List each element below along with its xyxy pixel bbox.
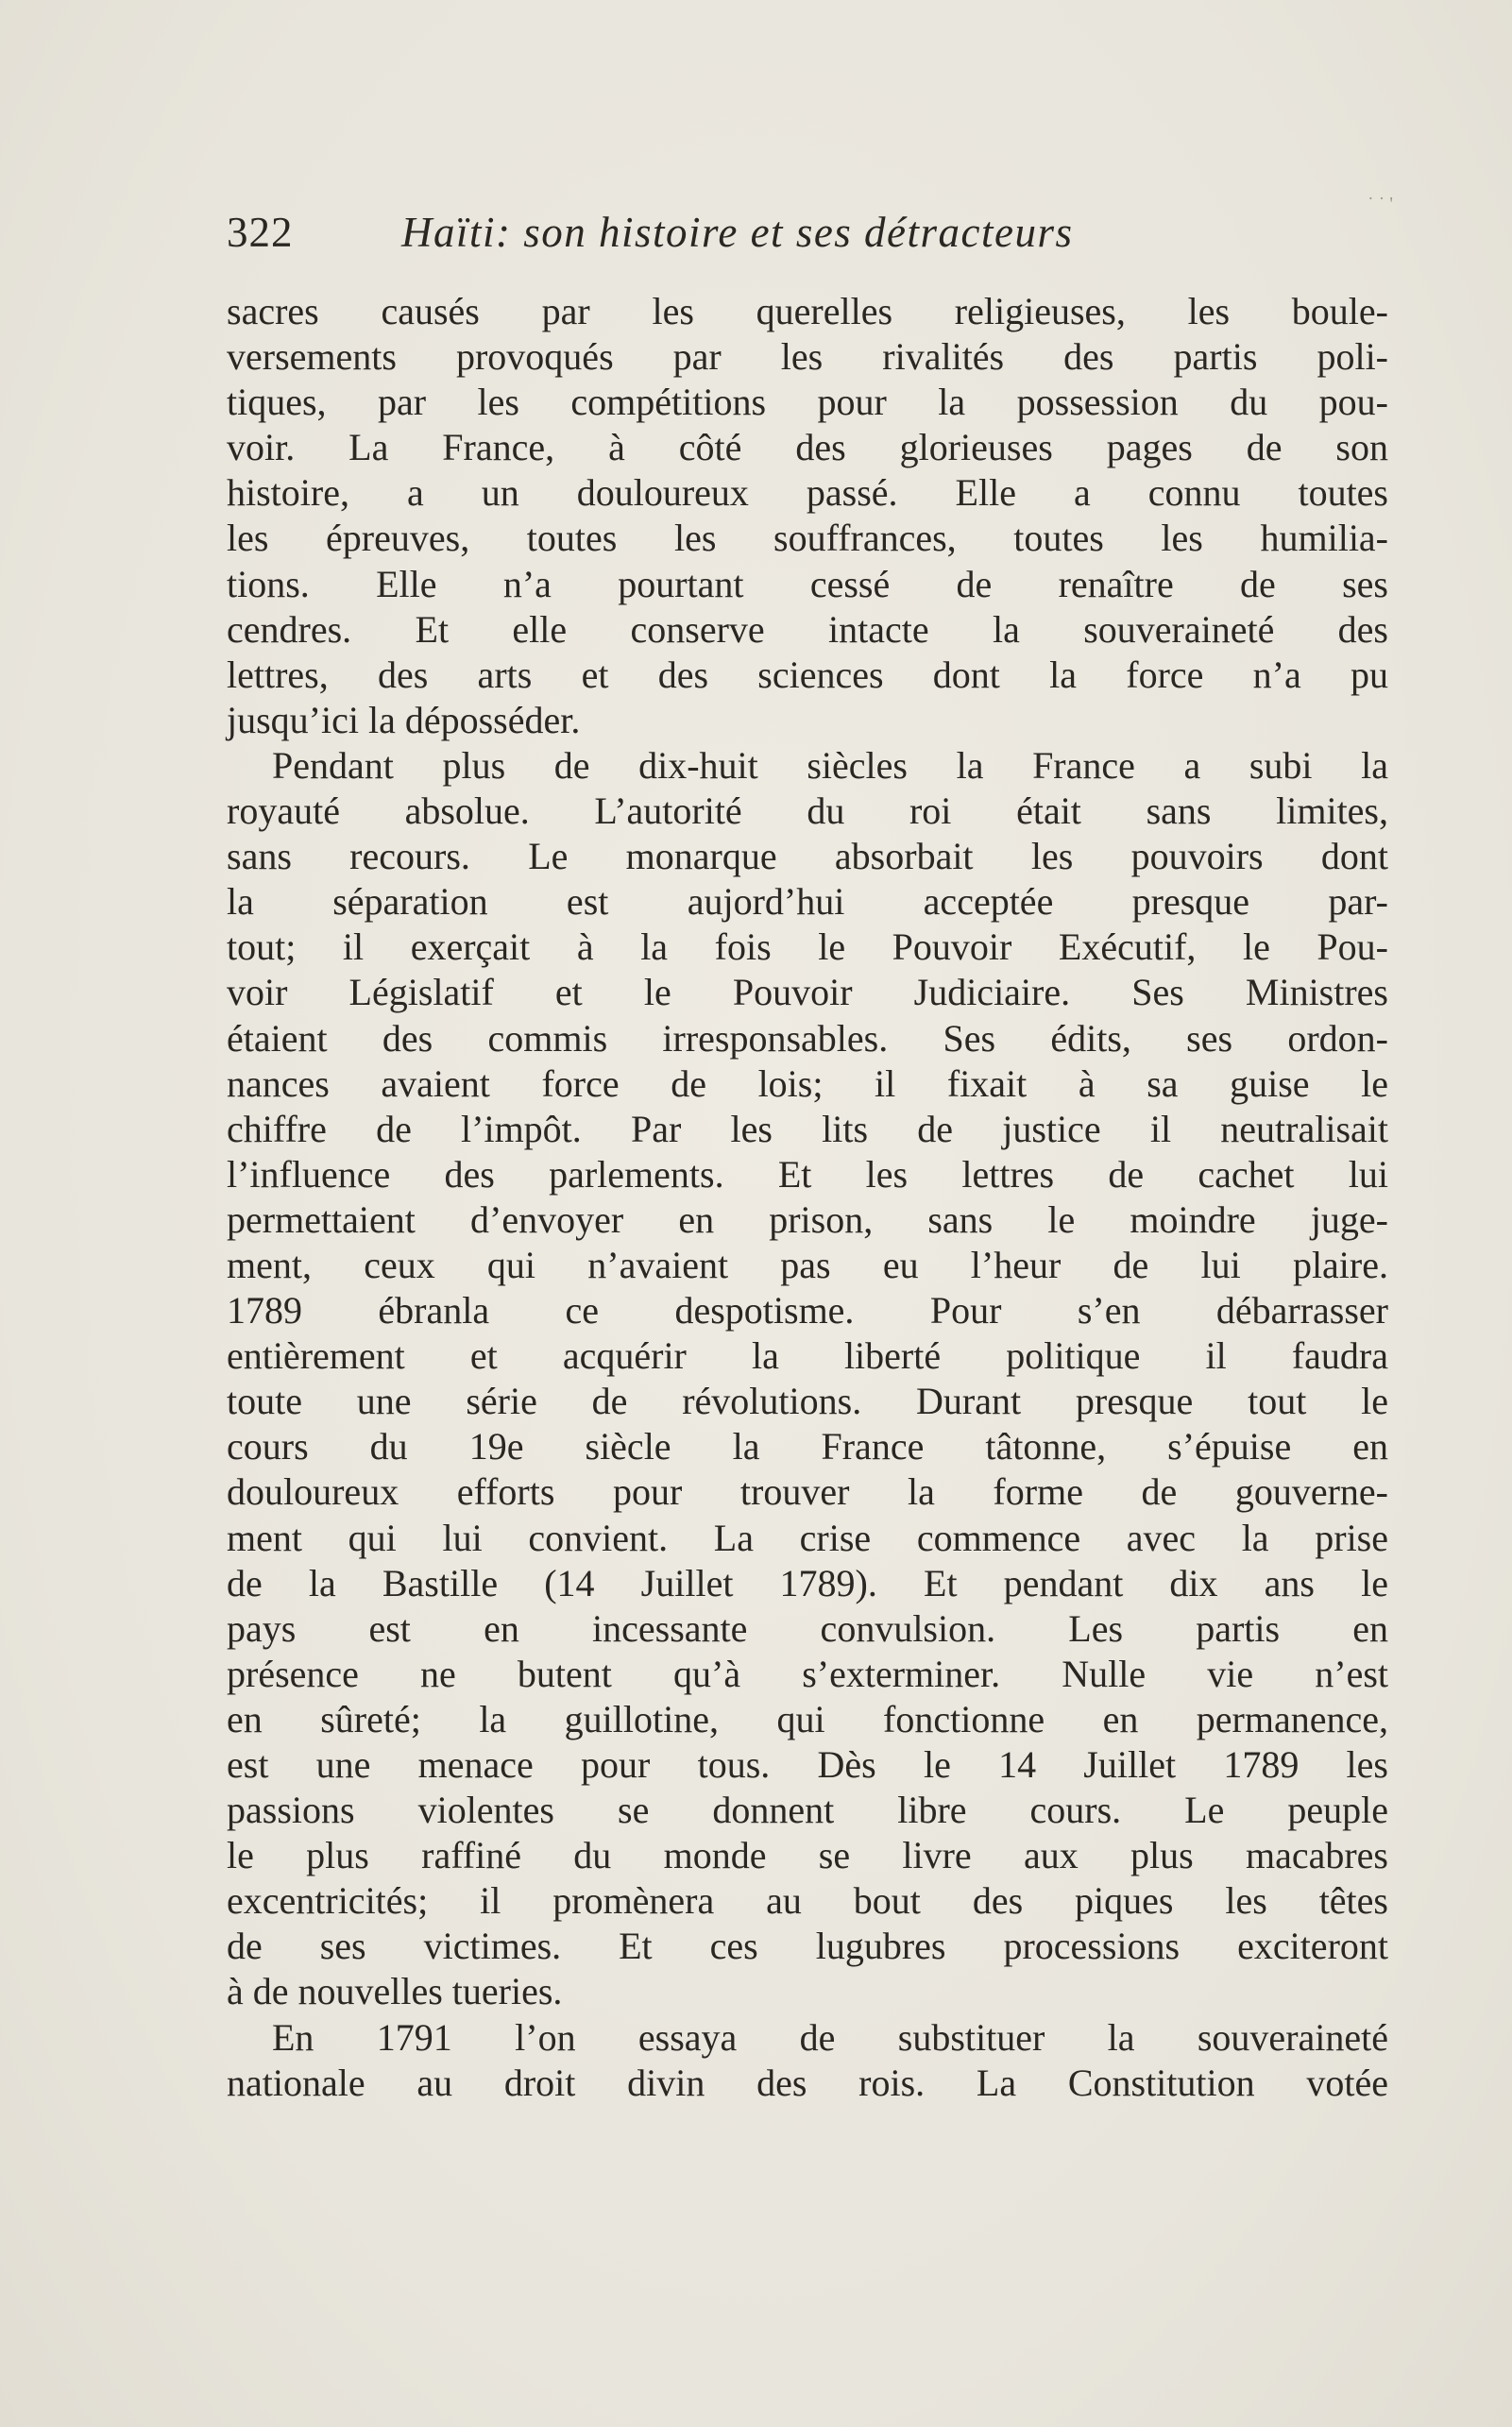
text-line: cendres. Et elle conserve intacte la souveraineté des xyxy=(227,607,1388,651)
text-line: royauté absolue. L’autorité du roi était sans limites, xyxy=(227,789,1388,833)
text-line: tions. Elle n’a pourtant cessé de renaître de ses xyxy=(227,562,1388,605)
text-line: l’influence des parlements. Et les lettres de cachet lui xyxy=(227,1152,1388,1196)
text-line: jusqu’ici la déposséder. xyxy=(227,698,581,741)
text-line: tout; il exerçait à la fois le Pouvoir Exécutif, le Pou- xyxy=(227,925,1388,969)
text-line: 1789 ébranla ce despotisme. Pour s’en débarrasser xyxy=(227,1289,1388,1332)
text-line: ment, ceux qui n’avaient pas eu l’heur de lui plaire. xyxy=(227,1243,1388,1286)
text-line: excentricités; il promènera au bout des piques les têtes xyxy=(227,1879,1388,1923)
text-line: toute une série de révolutions. Durant presque tout le xyxy=(227,1380,1388,1423)
running-title: Haïti: son histoire et ses détracteurs xyxy=(401,209,1074,256)
text-line: nationale au droit divin des rois. La Constitution votée xyxy=(227,2061,1388,2104)
page-number: 322 xyxy=(227,209,294,256)
paragraph-start-line: Pendant plus de dix-huit siècles la France a subi la xyxy=(272,743,1388,787)
text-line: présence ne butent qu’à s’exterminer. Nulle vie n’est xyxy=(227,1652,1388,1695)
text-line: histoire, a un douloureux passé. Elle a connu toutes xyxy=(227,471,1388,515)
text-line: tiques, par les compétitions pour la possession du pou- xyxy=(227,381,1388,424)
text-line: voir. La France, à côté des glorieuses pages de son xyxy=(227,426,1388,469)
text-line: entièrement et acquérir la liberté politique il faudra xyxy=(227,1334,1388,1378)
corner-mark: ˙ ˙ ' xyxy=(1368,194,1393,214)
text-line: étaient des commis irresponsables. Ses édits, ses ordon- xyxy=(227,1016,1388,1060)
text-line: les épreuves, toutes les souffrances, toutes les humilia- xyxy=(227,517,1388,560)
text-line: voir Législatif et le Pouvoir Judiciaire. Ses Ministres xyxy=(227,971,1388,1014)
text-line: passions violentes se donnent libre cours. Le peuple xyxy=(227,1789,1388,1832)
text-line: le plus raffiné du monde se livre aux plus macabres xyxy=(227,1834,1388,1877)
paragraph-start-line: En 1791 l’on essaya de substituer la souveraineté xyxy=(272,2015,1388,2059)
text-line: permettaient d’envoyer en prison, sans le moindre juge- xyxy=(227,1197,1388,1241)
text-line: lettres, des arts et des sciences dont la force n’a pu xyxy=(227,653,1388,696)
text-line: est une menace pour tous. Dès le 14 Juillet 1789 les xyxy=(227,1743,1388,1786)
text-line: versements provoqués par les rivalités des partis poli- xyxy=(227,335,1388,379)
running-header xyxy=(227,206,1209,259)
text-line: douloureux efforts pour trouver la forme de gouverne- xyxy=(227,1470,1388,1514)
text-line: la séparation est aujord’hui acceptée presque par- xyxy=(227,880,1388,924)
text-line: pays est en incessante convulsion. Les partis en xyxy=(227,1606,1388,1650)
text-line: en sûreté; la guillotine, qui fonctionne en permanence, xyxy=(227,1697,1388,1740)
text-line: sans recours. Le monarque absorbait les pouvoirs dont xyxy=(227,835,1388,878)
text-line: ment qui lui convient. La crise commence avec la prise xyxy=(227,1516,1388,1559)
text-line: nances avaient force de lois; il fixait à sa guise le xyxy=(227,1061,1388,1105)
text-line: sacres causés par les querelles religieuses, les boule- xyxy=(227,290,1388,332)
text-line: cours du 19e siècle la France tâtonne, s’épuise en xyxy=(227,1425,1388,1468)
body-text xyxy=(227,289,1388,2106)
text-line: de ses victimes. Et ces lugubres processions exciteront xyxy=(227,1925,1388,1968)
text-line: à de nouvelles tueries. xyxy=(227,1970,563,2013)
text-line: chiffre de l’impôt. Par les lits de justice il neutralisait xyxy=(227,1107,1388,1150)
text-line: de la Bastille (14 Juillet 1789). Et pendant dix ans le xyxy=(227,1561,1388,1604)
